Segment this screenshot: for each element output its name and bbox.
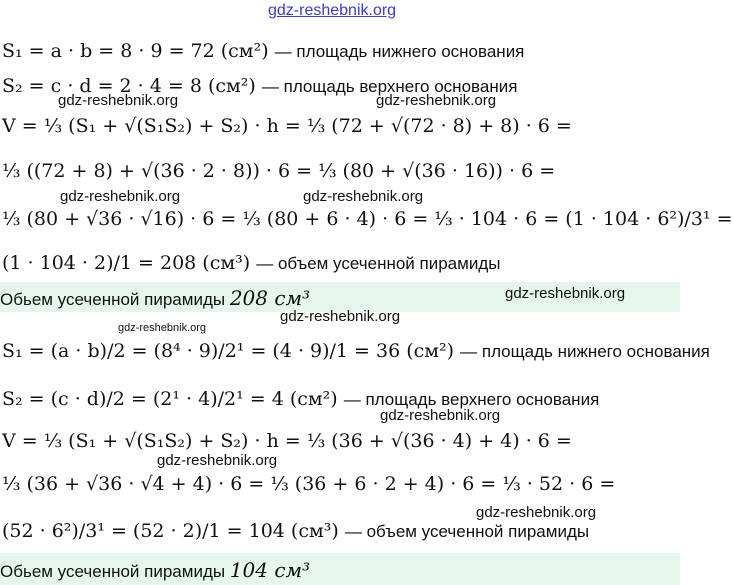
part2-v-line3: [2, 520, 589, 543]
part1-answer-value: 208 см³: [229, 286, 311, 310]
part1-v-formula4: (1 · 104 · 2)/1 = 208 (см³): [2, 252, 251, 274]
part1-answer: [0, 286, 310, 310]
watermark: gdz-reshebnik.org: [157, 452, 278, 469]
part1-v-line4: [2, 252, 500, 275]
part2-s1-formula: S₁ = (a · b)/2 = (8⁴ · 9)/2¹ = (4 · 9)/1 = 36 (см²): [2, 340, 455, 362]
part1-s2-formula: S₂ = c · d = 2 · 4 = 8 (см²): [2, 75, 256, 97]
watermark: gdz-reshebnik.org: [476, 504, 597, 521]
part1-s1-formula: S₁ = a · b = 8 · 9 = 72 (см²): [2, 40, 269, 62]
part1-v-line1: V = ⅓ (S₁ + √(S₁S₂) + S₂) · h = ⅓ (72 + √(72 · 8) + 8) · 6 =: [2, 115, 572, 137]
part2-v-formula3: (52 · 6²)/3¹ = (52 · 2)/1 = 104 (см³): [2, 520, 339, 542]
part1-s1-text: — площадь нижнего основания: [274, 42, 525, 61]
watermark: gdz-reshebnik.org: [60, 188, 181, 205]
part1-answer-label: Обьем усеченной пирамиды: [0, 290, 226, 309]
watermark: gdz-reshebnik.org: [58, 92, 179, 109]
part1-s2-text: — площадь верхнего основания: [261, 77, 518, 96]
part2-s2-formula: S₂ = (c · d)/2 = (2¹ · 4)/2¹ = 4 (см²): [2, 388, 338, 410]
watermark: gdz-reshebnik.org: [376, 92, 497, 109]
watermark: gdz-reshebnik.org: [505, 285, 626, 302]
part1-v-line3: ⅓ (80 + √36 · √16) · 6 = ⅓ (80 + 6 · 4) · 6 = ⅓ · 104 · 6 = (1 · 104 · 6²)/3¹ =: [2, 208, 733, 230]
part1-s1-line: [2, 40, 524, 63]
watermark: gdz-reshebnik.org: [118, 322, 207, 334]
part2-s1-text: — площадь нижнего основания: [460, 342, 710, 361]
part2-answer: [0, 558, 310, 582]
part1-v-text: — объем усеченной пирамиды: [256, 254, 501, 273]
part2-answer-value: 104 см³: [229, 558, 311, 582]
watermark-top[interactable]: gdz-reshebnik.org: [268, 2, 397, 19]
part2-s2-line: [2, 388, 599, 411]
part2-answer-label: Обьем усеченной пирамиды: [0, 562, 226, 581]
part2-s2-text: — площадь верхнего основания: [343, 390, 600, 409]
watermark: gdz-reshebnik.org: [303, 188, 424, 205]
part2-v-line1: V = ⅓ (S₁ + √(S₁S₂) + S₂) · h = ⅓ (36 + √(36 · 4) + 4) · 6 =: [2, 430, 572, 452]
watermark: gdz-reshebnik.org: [380, 407, 501, 424]
watermark: gdz-reshebnik.org: [280, 308, 401, 325]
part2-s1-line: [2, 340, 710, 363]
part1-v-line2: ⅓ ((72 + 8) + √(36 · 2 · 8)) · 6 = ⅓ (80 + √(36 · 16)) · 6 =: [2, 160, 556, 182]
part2-v-text: — объем усеченной пирамиды: [344, 522, 590, 541]
part2-v-line2: ⅓ (36 + √36 · √4 + 4) · 6 = ⅓ (36 + 6 · 2 + 4) · 6 = ⅓ · 52 · 6 =: [2, 473, 616, 495]
